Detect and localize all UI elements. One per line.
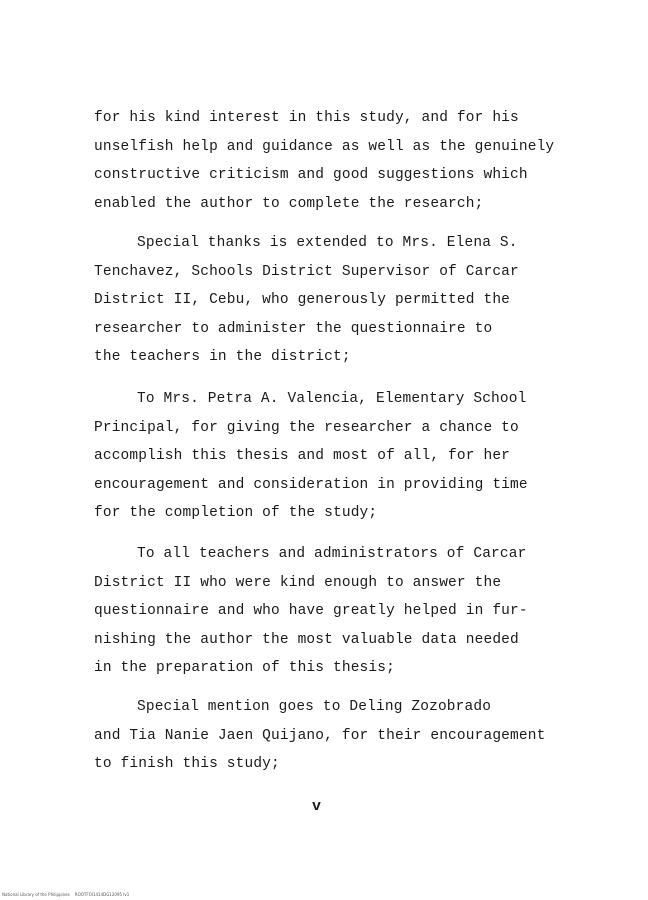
- text-line: To all teachers and administrators of Carcar: [137, 546, 527, 562]
- text-line: enabled the author to complete the research;: [94, 195, 484, 212]
- paragraph-3: [94, 385, 614, 528]
- text-line: researcher to administer the questionnaire to: [94, 320, 493, 337]
- paragraph-2: [94, 229, 614, 372]
- footer-watermark-text: National Library of the Philippines ROOTFOI1414DG12095 lv1: [2, 892, 130, 897]
- text-line: in the preparation of this thesis;: [94, 660, 395, 676]
- text-line: unselfish help and guidance as well as the genuinely: [94, 138, 555, 155]
- text-line: to finish this study;: [94, 756, 280, 772]
- text-line: To Mrs. Petra A. Valencia, Elementary School: [137, 391, 527, 407]
- page-number: v: [312, 798, 322, 815]
- text-line: nishing the author the most valuable data needed: [94, 631, 519, 648]
- text-line: questionnaire and who have greatly helped in fur-: [94, 603, 528, 619]
- text-line: Principal, for giving the researcher a chance to: [94, 419, 519, 436]
- text-line: constructive criticism and good suggestions which: [94, 167, 528, 183]
- text-line: and Tia Nanie Jaen Quijano, for their encouragement: [94, 727, 546, 744]
- text-line: the teachers in the district;: [94, 349, 351, 365]
- text-line: Tenchavez, Schools District Supervisor of Carcar: [94, 263, 519, 280]
- text-line: Special thanks is extended to Mrs. Elena S.: [137, 235, 518, 251]
- text-line: encouragement and consideration in providing time: [94, 476, 528, 493]
- paragraph-1: [94, 104, 614, 218]
- paragraph-4: [94, 540, 614, 683]
- text-line: for the completion of the study;: [94, 505, 378, 521]
- text-line: accomplish this thesis and most of all, for her: [94, 448, 511, 464]
- paragraph-5: [94, 693, 614, 779]
- text-line: Special mention goes to Deling Zozobrado: [137, 699, 492, 715]
- text-line: District II, Cebu, who generously permitted the: [94, 292, 511, 308]
- text-line: District II who were kind enough to answer the: [94, 574, 502, 591]
- text-line: for his kind interest in this study, and for his: [94, 110, 519, 126]
